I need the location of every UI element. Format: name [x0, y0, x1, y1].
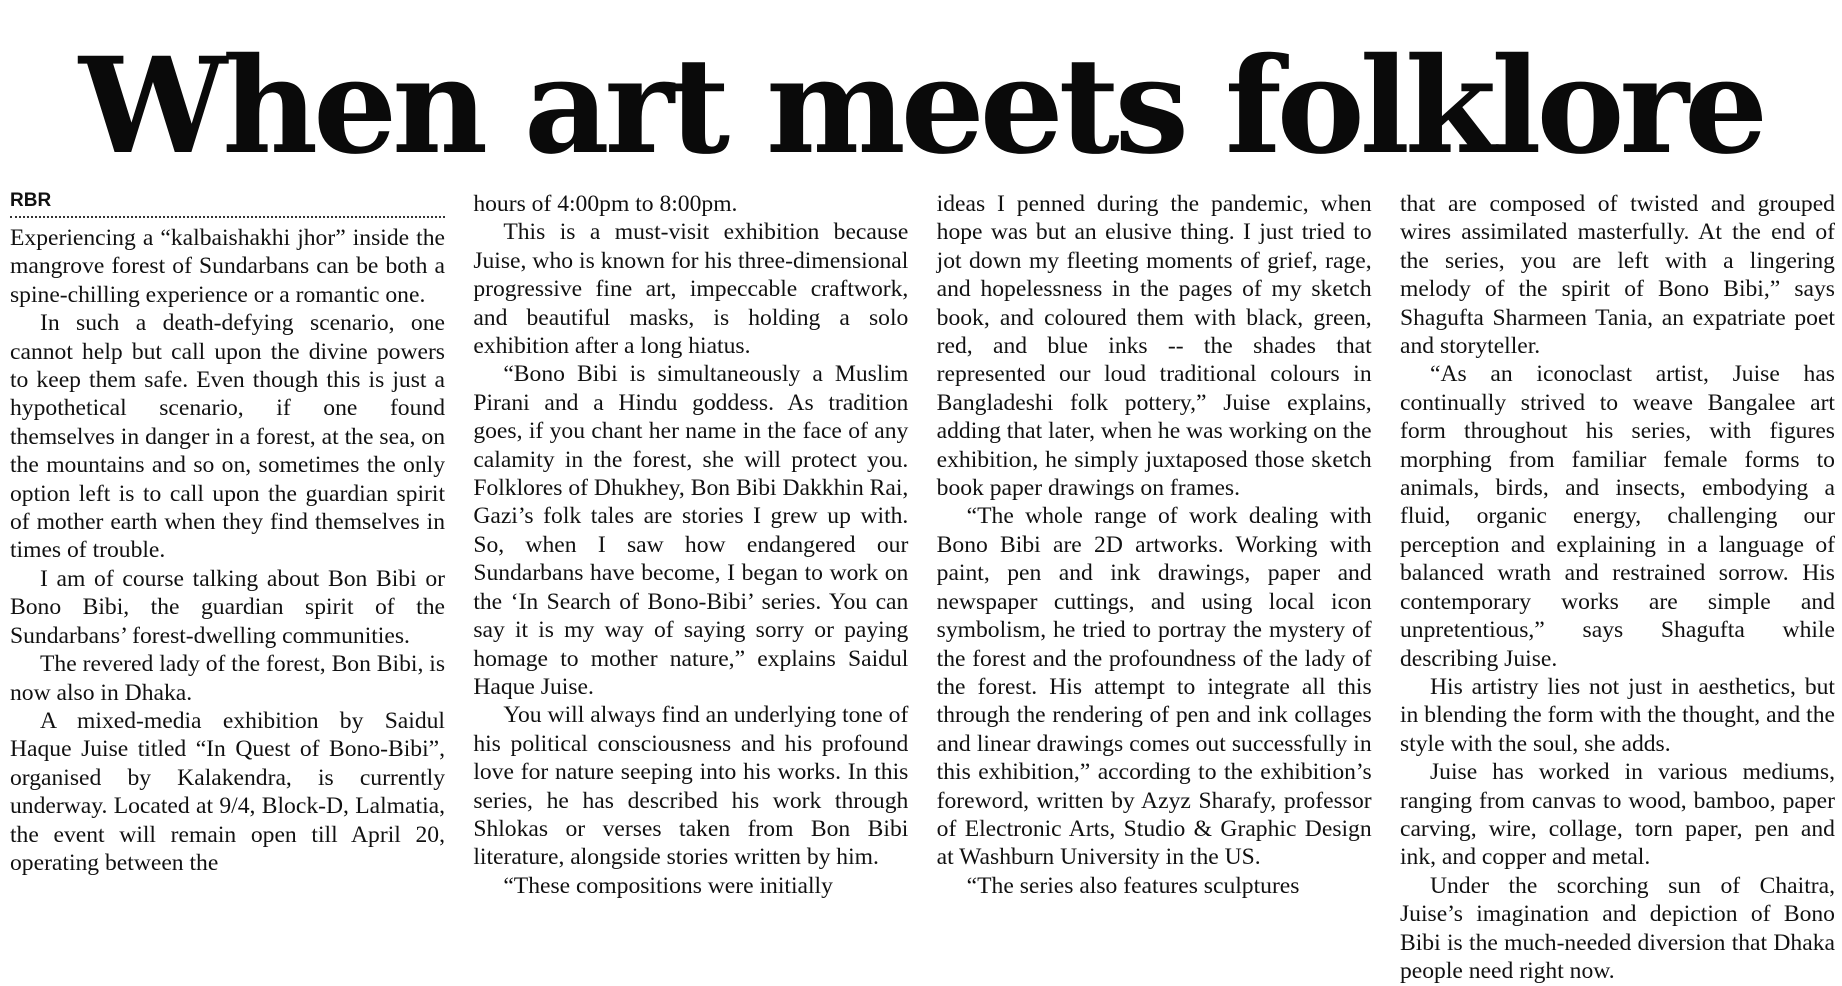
column-3 [937, 190, 1372, 986]
paragraph: Experiencing a “kalbaishakhi jhor” inside the mangrove forest of Sundarbans can be both a spine-chilling experience or a romantic one. [10, 225, 445, 308]
paragraph: Under the scorching sun of Chaitra, Juise’s imagination and depiction of Bono Bibi is the much-needed diversion that Dhaka people need right now. [1399, 872, 1835, 984]
column-1 [10, 190, 445, 986]
column-2 [473, 190, 908, 986]
paragraph: I am of course talking about Bon Bibi or Bono Bibi, the guardian spirit of the Sundarbans’ forest-dwelling communities. [10, 565, 445, 649]
paragraph: ideas I penned during the pandemic, when hope was but an elusive thing. I just tried to jot down my fleeting moments of grief, rage, and hopelessness in the pages of my sketch book, and coloured them with black, green, red, and blue inks -- the shades that represented our loud traditional colours in Bangladeshi folk pottery,” Juise explains, adding that later, when he was working on the exhibition, he simply juxtaposed those sketch book paper drawings on frames. [936, 191, 1372, 502]
paragraph: You will always find an underlying tone of his political consciousness and his profound love for nature seeping into his works. In this series, he has described his work through Shlokas or verses taken from Bon Bibi literature, alongside stories written by him. [473, 702, 909, 871]
paragraph: A mixed-media exhibition by Saidul Haque Juise titled “In Quest of Bono-Bibi”, organised by Kalakendra, is currently underway. Located at 9/4, Block-D, Lalmatia, the event will remain open till April 20, operating between the [10, 707, 445, 876]
article-headline: When art meets folklore [78, 29, 1764, 184]
paragraph: In such a death-defying scenario, one cannot help but call upon the divine powers to keep them safe. Even though this is just a hypothetical scenario, if one found themselves in danger in a forest, at the sea, on the mountains and so on, sometimes the only option left is to call upon the guardian spirit of mother earth when they find themselves in times of trouble. [10, 310, 445, 564]
article-body [10, 190, 1835, 986]
paragraph: hours of 4:00pm to 8:00pm. [473, 191, 738, 217]
paragraph: “As an iconoclast artist, Juise has continually strived to weave Bangalee art form throughout his series, with figures morphing from familiar female forms to animals, birds, and insects, embodying a fluid, organic energy, challenging our perception and explaining in a language of balanced wrath and restrained sorrow. His contemporary works are simple and unpretentious,” says Shagufta while describing Juise. [1399, 361, 1835, 672]
paragraph: “Bono Bibi is simultaneously a Muslim Pirani and a Hindu goddess. As tradition goes, if you chant her name in the face of any calamity in the forest, she will protect you. Folklores of Dhukhey, Bon Bibi Dakkhin Rai, Gazi’s folk tales are stories I grew up with. So, when I saw how endangered our Sundarbans have become, I began to work on the ‘In Search of Bono-Bibi’ series. You can say it is my way of saying sorry or paying homage to mother nature,” explains Saidul Haque Juise. [473, 361, 909, 700]
column-4 [1400, 190, 1835, 986]
paragraph: This is a must-visit exhibition because Juise, who is known for his three-dimensional progressive fine art, impeccable craftwork, and beautiful masks, is holding a solo exhibition after a long hiatus. [473, 219, 909, 360]
paragraph: The revered lady of the forest, Bon Bibi, is now also in Dhaka. [10, 651, 445, 706]
paragraph: “The whole range of work dealing with Bono Bibi are 2D artworks. Working with paint, pen and ink drawings, paper and newspaper cuttings, and using local icon symbolism, he tried to portray the mystery of the forest and the profoundness of the lady of the forest. His attempt to integrate all this through the rendering of pen and ink collages and linear drawings comes out successfully in this exhibition,” according to the exhibition’s foreword, written by Azyz Sharafy, professor of Electronic Arts, Studio & Graphic Design at Washburn University in the US. [936, 503, 1372, 871]
paragraph: His artistry lies not just in aesthetics, but in blending the form with the thought, and the style with the soul, she adds. [1399, 673, 1835, 757]
paragraph: Juise has worked in various mediums, ranging from canvas to wood, bamboo, paper carving, wire, collage, torn paper, pen and ink, and copper and metal. [1399, 759, 1835, 871]
byline: RBR [10, 188, 445, 218]
paragraph: that are composed of twisted and grouped wires assimilated masterfully. At the end of the series, you are left with a lingering melody of the spirit of Bono Bibi,” says Shagufta Sharmeen Tania, an expatriate poet and storyteller. [1399, 191, 1835, 360]
paragraph: “These compositions were initially [503, 872, 833, 899]
paragraph: “The series also features sculptures [966, 872, 1300, 899]
